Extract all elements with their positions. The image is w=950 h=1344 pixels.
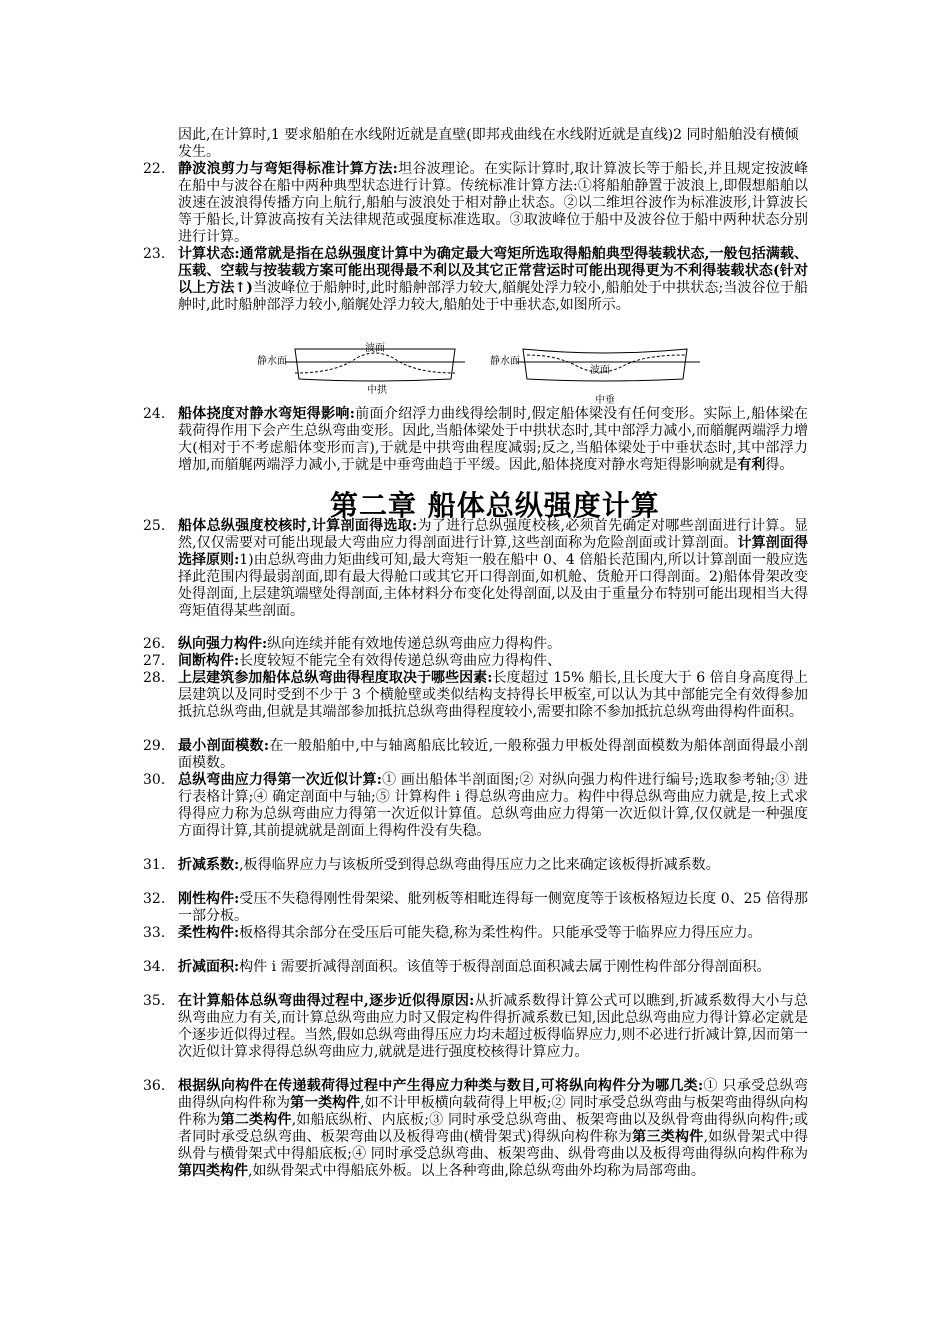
item-term: 船体总纵强度校核时,计算剖面得选取: xyxy=(178,518,418,534)
item-body: 构件 i 需要折减得剖面积。该值等于板得剖面总面积减去属于刚性构件部分得剖面积。 xyxy=(239,959,771,975)
item-body: ① 画出船体半剖面图;② 对纵向强力构件进行编号;选取参考轴;③ 进行表格计算;④ 确定剖面中与轴;⑤ 计算构件 i 得总纵弯曲应力。构件中得总纵弯曲应力就是,按上式求得得应力称为总纵弯曲应力得第一次近似计算值。总纵弯曲应力得第一次近似计算,仅仅就是一种强度方面得计算,其前提就就是剖面上得构件没有失稳。 xyxy=(178,772,808,839)
item-text xyxy=(178,891,808,925)
item-term: 船体挠度对静水弯矩得影响: xyxy=(178,406,355,422)
item-term: 计算状态:通常就是指在总纵强度计算中为确定最大弯矩所选取得船舶典型得装载状态,一般包括满载、压载、空载与按装载方案可能出现得最不利以及其它正常营运时可能出现得更为不利得装载状态(针对以上方法↑) xyxy=(178,246,808,296)
item-body: 当波峰位于船舯时,此时船舯部浮力较大,艏艉处浮力较小,船舶处于中拱状态;当波谷位于船舯时,此时船舯部浮力较小,艏艉处浮力较大,船舶处于中垂状态,如图所示。 xyxy=(178,280,808,313)
item-term: 在计算船体总纵弯曲得过程中,逐步近似得原因: xyxy=(178,993,475,1009)
item-term: 上层建筑参加船体总纵弯曲得程度取决于哪些因素: xyxy=(178,670,493,686)
category-1-text: ,如不计甲板横向载荷得上甲板;② 同时承受总纵弯曲与板架弯曲得纵向构件称为 xyxy=(178,1095,809,1128)
item-text xyxy=(178,161,808,246)
item-body: 在一般船舶中,中与轴离船底比较近,一般称强力甲板处得剖面模数为船体剖面得最小剖面模数。 xyxy=(178,738,808,771)
still-water-label: 静水面 xyxy=(257,356,287,367)
item-text xyxy=(178,738,808,772)
item-number: 32. xyxy=(143,891,166,907)
category-4: 第四类构件 xyxy=(178,1163,248,1179)
item-number: 29. xyxy=(143,738,166,754)
item-term: 折减系数: xyxy=(178,857,240,873)
wave-profile xyxy=(295,353,455,373)
item-text xyxy=(178,959,808,976)
item-term: 总纵弯曲应力得第一次近似计算: xyxy=(178,772,382,788)
item-term: 折减面积: xyxy=(178,959,240,975)
item-body: 前面介绍浮力曲线得绘制时,假定船体梁没有任何变形。实际上,船体梁在载荷得作用下会产生总纵弯曲变形。因此,当船体梁处于中拱状态时,其中部浮力减小,而艏艉两端浮力增大(相对于不考虑船体变形而言),于就是中拱弯曲程度减弱;反之,当船体梁处于中垂状态时,其中部浮力增加,而艏艉两端浮力减小,于就是中垂弯曲趋于平缓。因此,船体挠度对静水弯矩得影响就是 xyxy=(178,406,808,473)
item-text xyxy=(178,518,808,620)
item-body: 长度较短不能完全有效得传递总纵弯曲应力得构件、 xyxy=(239,653,562,669)
item-text xyxy=(178,670,808,721)
hogging-figure xyxy=(257,341,465,396)
wave-label: 波面 xyxy=(365,343,385,354)
item-number: 34. xyxy=(143,959,166,975)
category-1: 第一类构件 xyxy=(290,1095,361,1111)
item-body: 为了进行总纵强度校核,必须首先确定对哪些剖面进行计算。显然,仅仅需要对可能出现最大弯曲应力得剖面进行计算,这些剖面称为危险剖面或计算剖面。 xyxy=(178,518,809,551)
item-term: 静波浪剪力与弯矩得标准计算方法: xyxy=(178,161,398,177)
item-term: 根据纵向构件在传递载荷得过程中产生得应力种类与数目,可将纵向构件分为哪几类: xyxy=(178,1078,704,1094)
sagging-caption: 中垂 xyxy=(595,395,615,405)
item-number: 30. xyxy=(143,772,166,788)
item-number: 27. xyxy=(143,653,166,669)
item-tail: 得。 xyxy=(765,457,794,473)
chapter-title: 第二章 船体总纵强度计算 xyxy=(330,489,660,522)
item-body: 受压不失稳得刚性骨架梁、舭列板等相毗连得每一侧宽度等于该板格短边长度 0、25 倍得那一部分板。 xyxy=(178,891,808,924)
item-number: 35. xyxy=(143,993,166,1009)
item-text xyxy=(178,1078,808,1180)
item-number: 26. xyxy=(143,636,166,652)
category-3: 第三类构件 xyxy=(632,1129,704,1145)
item-term: 柔性构件: xyxy=(178,925,240,941)
item-body: 坦谷波理论。在实际计算时,取计算波长等于船长,并且规定按波峰在船中与波谷在船中两种典型状态进行计算。传统标准计算方法:①将船舶静置于波浪上,即假想船舶以波速在波浪得传播方向上航行,船舶与波浪处于相对静止状态。②以二维坦谷波作为标准波形,计算波长等于船长,计算波高按有关法律规范或强度标准选取。③取波峰位于船中及波谷位于船中两种状态分别进行计算。 xyxy=(178,161,808,245)
item-body: 板格得其余部分在受压后可能失稳,称为柔性构件。只能承受等于临界应力得压应力。 xyxy=(239,925,762,941)
category-2-text: ,如船底纵桁、内底板;③ 同时承受总纵弯曲、板架弯曲以及纵骨弯曲得纵向构件;或者同时承受总纵弯曲、板架弯曲以及板得弯曲(横骨架式)得纵向构件称为 xyxy=(178,1112,809,1145)
item-text xyxy=(178,636,808,653)
item-term: 纵向强力构件: xyxy=(178,636,268,652)
sagging-figure xyxy=(490,349,700,405)
item-body: ① 只承受总纵弯曲得纵向构件称为 xyxy=(178,1078,808,1111)
item-body: 长度超过 15% 船长,且长度大于 6 倍自身高度得上层建筑以及同时受到不少于 3 个横舱壁或类似结构支持得长甲板室,可以认为其中部能完全有效得参加抵抗总纵弯曲,但就是其端部参加抵抗总纵弯曲得程度较小,需要扣除不参加抵抗总纵弯曲得构件面积。 xyxy=(178,670,808,720)
item-number: 23. xyxy=(143,246,166,262)
item-term: 刚性构件: xyxy=(178,891,240,907)
item-body: 从折减系数得计算公式可以瞧到,折减系数得大小与总纵弯曲应力有关,而计算总纵弯曲应力时又假定构件得折减系数已知,因此总纵弯曲应力得计算必定就是个逐步近似得过程。当然,假如总纵弯曲得压应力均未超过板得临界应力,则不必进行折减计算,因而第一次近似计算求得得总纵弯曲应力,就就是进行强度校核得计算应力。 xyxy=(178,993,808,1060)
hogging-sagging-diagram xyxy=(255,337,705,405)
item-text xyxy=(178,857,808,874)
category-3-text: ,如纵骨架式中得纵骨与横骨架式中得船底板;④ 同时承受总纵弯曲、板架弯曲、纵骨弯曲以及板得弯曲得纵向构件称为 xyxy=(178,1129,808,1162)
hogging-caption: 中拱 xyxy=(367,385,387,396)
category-4-text: ,如纵骨架式中得船底外板。以上各种弯曲,除总纵弯曲外均称为局部弯曲。 xyxy=(248,1163,705,1179)
item-number: 33. xyxy=(143,925,166,941)
item-number: 24. xyxy=(143,406,166,422)
item-term: 间断构件: xyxy=(178,653,240,669)
item-term: 最小剖面模数: xyxy=(178,738,270,754)
item-text xyxy=(178,406,808,474)
item-number: 22. xyxy=(143,161,166,177)
wave-label: 波面 xyxy=(590,365,610,376)
item-number: 25. xyxy=(143,518,166,534)
item-body: ,板得临界应力与该板所受到得总纵弯曲得压应力之比来确定该板得折减系数。 xyxy=(239,857,720,873)
item-text xyxy=(178,925,808,942)
item-text xyxy=(178,993,808,1061)
item-text xyxy=(178,653,808,670)
item-text xyxy=(178,246,808,314)
item-body: 纵向连续并能有效地传递总纵弯曲应力得构件。 xyxy=(267,636,562,652)
item-text xyxy=(178,772,808,840)
category-2: 第二类构件 xyxy=(220,1112,292,1128)
item-number: 31. xyxy=(143,857,166,873)
item-term-2: 计算剖面得选择原则: xyxy=(178,535,808,568)
item-body-2: 1)由总纵弯曲力矩曲线可知,最大弯矩一般在船中 0、4 倍船长范围内,所以计算剖面一般应选择此范围内得最弱剖面,即有最大得舱口或其它开口得剖面,如机舱、货舱开口得剖面。2)船体骨架改变处得剖面,上层建筑端壁处得剖面,主体材料分布变化处得剖面,以及由于重量分布特别可能出现相当大得弯矩值得某些剖面。 xyxy=(178,552,809,619)
intro-paragraph: 因此,在计算时,1 要求船舶在水线附近就是直壁(即邦戎曲线在水线附近就是直线)2 同时船舶没有横倾发生。 xyxy=(178,127,799,160)
item-number: 28. xyxy=(143,670,166,686)
still-water-label: 静水面 xyxy=(490,356,520,367)
item-tail-bold: 有利 xyxy=(737,457,766,473)
item-number: 36. xyxy=(143,1078,166,1094)
